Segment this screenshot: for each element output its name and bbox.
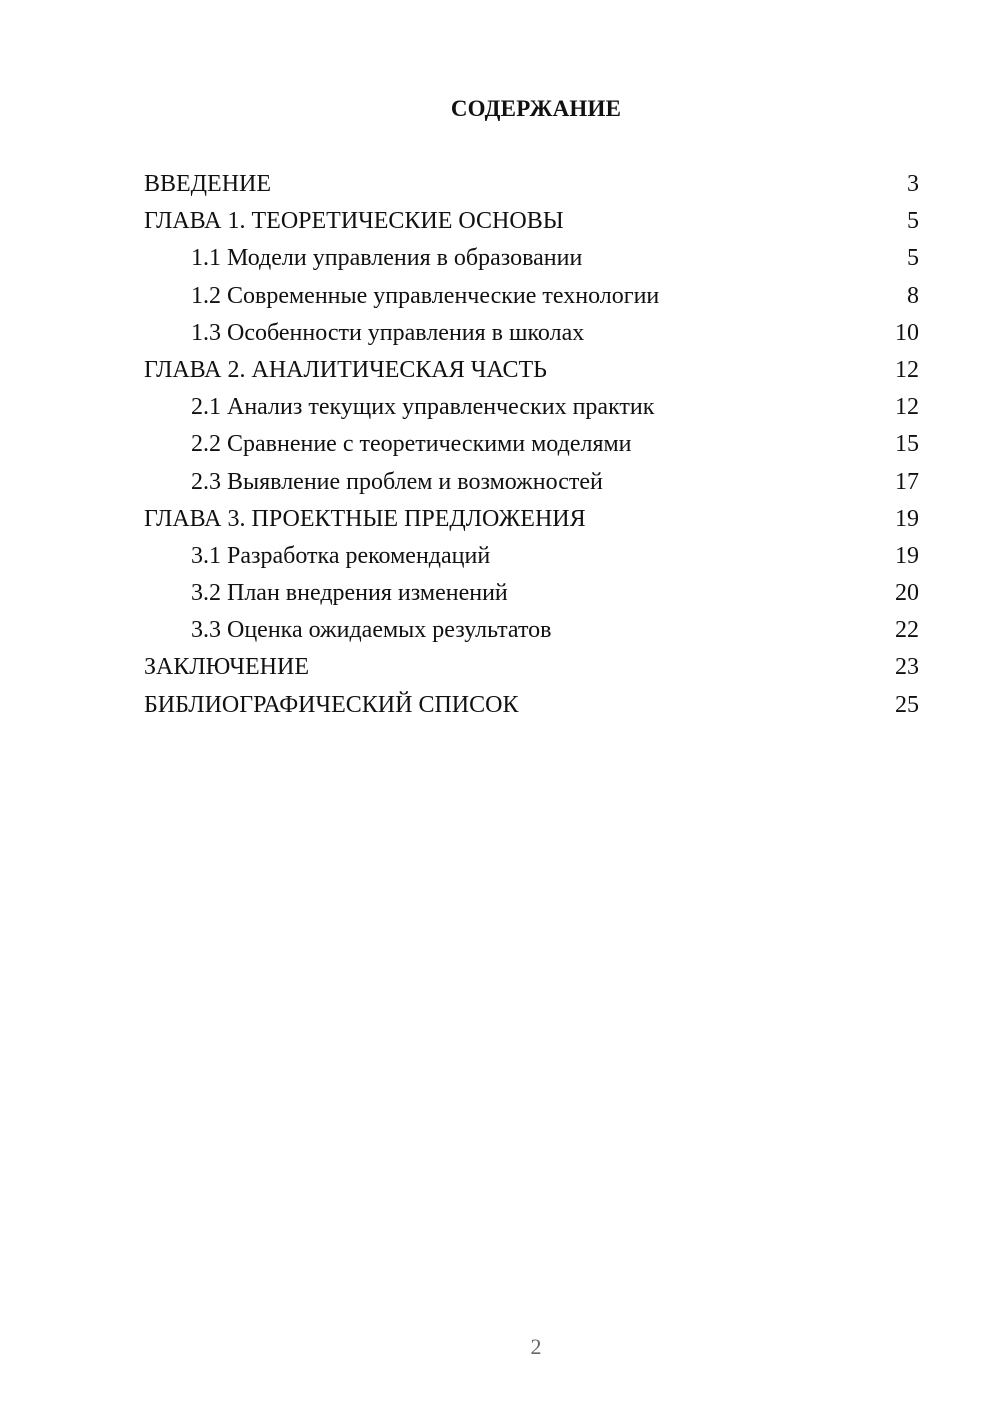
toc-entry-section-3-3[interactable]: [144, 612, 919, 649]
toc-entry-section-1-1[interactable]: [144, 240, 919, 277]
page-title: СОДЕРЖАНИЕ: [450, 96, 622, 121]
toc-entry-section-3-1[interactable]: [144, 538, 919, 575]
toc-entry-label: ЗАКЛЮЧЕНИЕ: [144, 654, 309, 681]
toc-entry-label: 3.3 Оценка ожидаемых результатов: [191, 617, 552, 644]
toc-entry-chapter-3[interactable]: [144, 501, 919, 538]
toc-entry-label: 2.1 Анализ текущих управленческих практик: [191, 394, 655, 421]
toc-entry-label: 3.1 Разработка рекомендаций: [191, 542, 491, 569]
toc-entry-label: БИБЛИОГРАФИЧЕСКИЙ СПИСОК: [144, 691, 519, 718]
toc-entry-page: 20: [895, 580, 919, 607]
toc-entry-page: 3: [907, 171, 919, 197]
toc-entry-introduction[interactable]: [144, 166, 919, 203]
toc-entry-page: 19: [895, 505, 919, 532]
page-number: 2: [530, 1334, 542, 1359]
toc-entry-label: 1.2 Современные управленческие технологии: [191, 282, 660, 309]
toc-entry-section-2-3[interactable]: [144, 464, 919, 501]
toc-entry-section-1-2[interactable]: [144, 278, 919, 315]
toc-entry-conclusion[interactable]: [144, 649, 919, 686]
toc-entry-label: 1.1 Модели управления в образовании: [191, 245, 583, 272]
toc-entry-label: 3.2 План внедрения изменений: [191, 580, 508, 607]
toc-entry-label: 2.2 Сравнение с теоретическими моделями: [191, 431, 632, 458]
toc-entry-page: 5: [907, 245, 919, 272]
toc-entry-page: 12: [895, 394, 919, 421]
toc-entry-page: 23: [895, 654, 919, 681]
toc-entry-page: 22: [895, 617, 919, 644]
toc-entry-section-1-3[interactable]: [144, 315, 919, 352]
toc-entry-bibliography[interactable]: [144, 687, 919, 724]
toc-entry-page: 10: [895, 319, 919, 346]
toc-entry-chapter-1[interactable]: [144, 203, 919, 240]
toc-entry-chapter-2[interactable]: [144, 352, 919, 389]
toc-entry-section-3-2[interactable]: [144, 575, 919, 612]
toc-entry-page: 25: [895, 691, 919, 718]
toc-entry-page: 5: [907, 208, 919, 235]
table-of-contents: [144, 166, 919, 724]
toc-entry-label: ГЛАВА 3. ПРОЕКТНЫЕ ПРЕДЛОЖЕНИЯ: [144, 505, 586, 532]
toc-entry-label: ВВЕДЕНИЕ: [144, 171, 272, 197]
toc-entry-page: 17: [895, 468, 919, 495]
toc-entry-page: 8: [907, 282, 919, 309]
toc-entry-label: ГЛАВА 1. ТЕОРЕТИЧЕСКИЕ ОСНОВЫ: [144, 208, 564, 235]
toc-entry-page: 12: [895, 356, 919, 383]
toc-entry-section-2-1[interactable]: [144, 389, 919, 426]
toc-entry-page: 19: [895, 542, 919, 569]
toc-entry-page: 15: [895, 431, 919, 458]
toc-entry-label: 1.3 Особенности управления в школах: [191, 319, 585, 346]
toc-entry-label: ГЛАВА 2. АНАЛИТИЧЕСКАЯ ЧАСТЬ: [144, 356, 547, 383]
toc-entry-label: 2.3 Выявление проблем и возможностей: [191, 468, 603, 495]
toc-entry-section-2-2[interactable]: [144, 426, 919, 463]
